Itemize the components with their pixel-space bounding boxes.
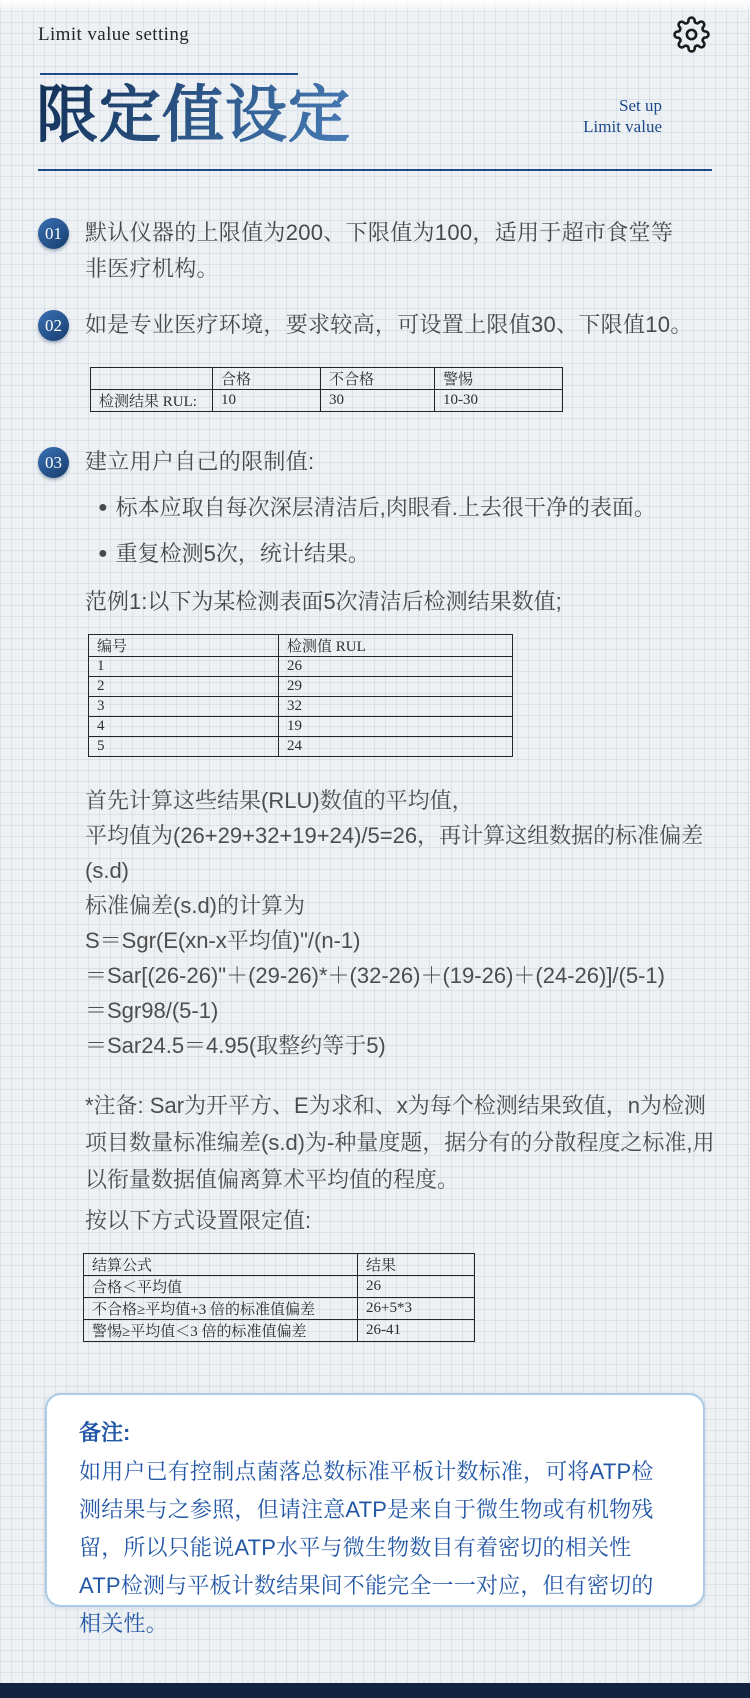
bullet-dot-icon: ●: [98, 499, 108, 517]
table1-cell: 10: [213, 390, 321, 412]
table-row: [84, 1320, 475, 1342]
table1-cell: 10-30: [435, 390, 563, 412]
table2-cell: 24: [279, 737, 513, 757]
calc-line: ＝Sar24.5＝4.95(取整约等于5): [85, 1033, 386, 1059]
table2-cell: 26: [279, 657, 513, 677]
table-row: [89, 677, 513, 697]
sample-results-table: [88, 634, 513, 757]
remark-title: 备注:: [79, 1420, 131, 1445]
table1-header-3: 警惕: [435, 368, 563, 390]
step-02-text: 如是专业医疗环境，要求较高，可设置上限值30、下限值10。: [85, 312, 693, 338]
calc-line: ＝Sgr98/(5-1): [85, 998, 219, 1024]
bullet-dot-icon: ●: [98, 545, 108, 563]
table-row: [84, 1254, 475, 1276]
step-02-badge: 02: [38, 310, 69, 341]
table1-header-2: 不合格: [321, 368, 435, 390]
english-title: Limit value setting: [38, 24, 190, 45]
calc-line: 首先计算这些结果(RLU)数值的平均值，: [85, 788, 474, 814]
title-divider-line: [38, 169, 712, 171]
table2-cell: 32: [279, 697, 513, 717]
calc-line: 标准偏差(s.d)的计算为: [85, 893, 306, 919]
bullet-list: [0, 490, 750, 572]
bullet-2-text: 重复检测5次，统计结果。: [115, 541, 370, 567]
setup-instruction: 按以下方式设置限定值:: [85, 1208, 312, 1234]
remark-box: [45, 1393, 705, 1636]
table-row: [84, 1298, 475, 1320]
calc-line: S＝Sgr(E(xn-x平均值)"/(n-1): [85, 928, 361, 954]
title-subtitle: [583, 95, 662, 137]
example-intro: 范例1:以下为某检测表面5次清洁后检测结果数值;: [85, 589, 562, 615]
table-row: [89, 737, 513, 757]
footer-bar: [0, 1683, 750, 1698]
subtitle-line-1: Set up: [619, 96, 662, 116]
limit-threshold-table: [90, 367, 563, 412]
calc-line: ＝Sar[(26-26)"＋(29-26)*＋(32-26)＋(19-26)＋(24-26)]/(5-1): [85, 963, 665, 989]
calc-line: 平均值为(26+29+32+19+24)/5=26，再计算这组数据的标准偏差(s.d): [85, 823, 704, 884]
table1-cell: 30: [321, 390, 435, 412]
table1-header-0: [91, 368, 213, 390]
table1-header-1: 合格: [213, 368, 321, 390]
bullet-1-text: 标本应取自每次深层清洁后,肉眼看.上去很干净的表面。: [115, 495, 656, 521]
calculation-block: [85, 783, 717, 1063]
title-row: [0, 75, 750, 153]
table2-header-0: 编号: [89, 635, 279, 657]
step-01-text: 默认仪器的上限值为200、下限值为100，适用于超市食堂等非医疗机构。: [85, 220, 674, 282]
table-row: [89, 717, 513, 737]
table3-cell: 警惕≥平均值＜3 倍的标准值偏差: [84, 1320, 358, 1342]
step-03-badge: 03: [38, 447, 69, 478]
table-row: [89, 635, 513, 657]
page-header: [0, 0, 750, 53]
table3-cell: 合格＜平均值: [84, 1276, 358, 1298]
page-title: 限定值设定: [36, 79, 351, 153]
gear-icon: [673, 16, 710, 53]
table2-cell: 29: [279, 677, 513, 697]
step-01-badge: 01: [38, 218, 69, 249]
step-01: [0, 215, 750, 287]
remark-body: 如用户已有控制点菌落总数标准平板计数标准，可将ATP检测结果与之参照，但请注意ATP是来自于微生物或有机物残留，所以只能说ATP水平与微生物数目有着密切的相关性ATP检测与平板计数结果间不能完全一一对应，但有密切的相关性。: [79, 1459, 654, 1636]
table2-cell: 5: [89, 737, 279, 757]
table-row: [91, 368, 563, 390]
table-row: [91, 390, 563, 412]
table-row: [84, 1276, 475, 1298]
table2-cell: 19: [279, 717, 513, 737]
limit-formula-table: [83, 1253, 475, 1342]
table3-cell: 26+5*3: [358, 1298, 475, 1320]
table3-cell: 不合格≥平均值+3 倍的标准值偏差: [84, 1298, 358, 1320]
table1-cell: 检测结果 RUL:: [91, 390, 213, 412]
step-03-text: 建立用户自己的限制值:: [85, 449, 315, 475]
table2-cell: 1: [89, 657, 279, 677]
table3-header-0: 结算公式: [84, 1254, 358, 1276]
step-02: [0, 307, 750, 343]
step-03: [0, 444, 750, 480]
table2-cell: 4: [89, 717, 279, 737]
list-item: [98, 536, 713, 572]
table2-header-1: 检测值 RUL: [279, 635, 513, 657]
table-row: [89, 657, 513, 677]
star-note: *注备: Sar为开平方、E为求和、x为每个检测结果致值，n为检测项目数量标准编差(s.d)为-种量度题，据分有的分散程度之标准,用以衔量数据值偏离算术平均值的程度。: [85, 1093, 715, 1193]
table3-header-1: 结果: [358, 1254, 475, 1276]
list-item: [98, 490, 713, 526]
table-row: [89, 697, 513, 717]
table2-cell: 3: [89, 697, 279, 717]
table2-cell: 2: [89, 677, 279, 697]
table3-cell: 26: [358, 1276, 475, 1298]
table3-cell: 26-41: [358, 1320, 475, 1342]
subtitle-line-2: Limit value: [583, 117, 662, 137]
